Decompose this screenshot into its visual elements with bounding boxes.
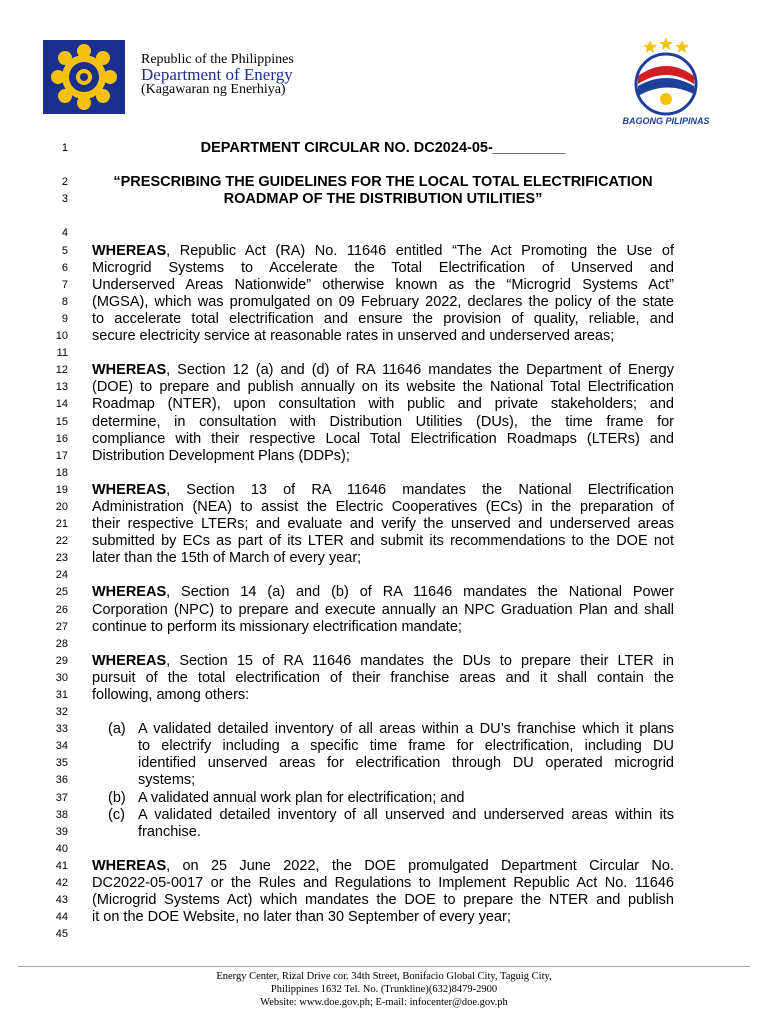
line-row <box>0 584 768 601</box>
paragraph-line: WHEREAS, Section 12 (a) and (d) of RA 11646 mandates the Department of Energy <box>92 362 674 379</box>
line-row <box>0 687 768 704</box>
line-number: 4 <box>61 227 68 240</box>
line-row <box>0 704 768 721</box>
paragraph-line: WHEREAS, Section 13 of RA 11646 mandates the National Electrification <box>92 481 674 498</box>
line-number: 29 <box>55 654 68 667</box>
line-number: 24 <box>55 569 68 582</box>
whereas-label: WHEREAS <box>92 242 167 259</box>
paragraph-line: (DOE) to prepare and publish annually on its website the National Total Electrification <box>92 379 674 396</box>
line-number: 18 <box>55 466 68 479</box>
line-row <box>0 174 768 191</box>
list-label: (b) <box>108 789 126 806</box>
paragraph-line: (Microgrid Systems Act) which mandates the DOE to prepare the NTER and publish <box>92 892 674 909</box>
line-number: 2 <box>61 176 68 189</box>
paragraph-line: continue to perform its missionary electrification mandate; <box>92 618 462 635</box>
line-number: 1 <box>61 142 68 154</box>
line-number: 38 <box>55 808 68 821</box>
line-row <box>0 670 768 687</box>
line-number: 31 <box>55 689 68 701</box>
line-number: 5 <box>61 244 68 257</box>
whereas-label: WHEREAS <box>92 584 167 601</box>
line-number: 45 <box>55 928 68 941</box>
line-number: 34 <box>55 740 68 753</box>
paragraph-line: WHEREAS, Section 14 (a) and (b) of RA 11646 mandates the National Power <box>92 584 674 601</box>
paragraph-line: Administration (NEA) to assist the Electric Cooperatives (ECs) in the preparation of <box>92 498 674 515</box>
list-item-line: franchise. <box>138 823 201 840</box>
line-number: 41 <box>55 859 68 872</box>
paragraph-line: WHEREAS, on 25 June 2022, the DOE promulgated Department Circular No. <box>92 857 674 874</box>
whereas-label: WHEREAS <box>92 652 167 669</box>
circular-number: DEPARTMENT CIRCULAR NO. DC2024-05-_________ <box>200 140 566 156</box>
line-row <box>0 824 768 841</box>
line-row <box>0 533 768 550</box>
line-number: 43 <box>55 894 68 907</box>
line-number: 16 <box>55 432 68 445</box>
paragraph-line: pursuit of the total electrification of their franchise areas and it shall contain the <box>92 669 674 686</box>
line-number: 28 <box>55 637 68 650</box>
list-item-line: systems; <box>138 772 196 789</box>
line-row <box>0 550 768 567</box>
line-number: 13 <box>55 381 68 394</box>
department-name: Department of Energy <box>141 65 293 84</box>
line-row <box>0 277 768 294</box>
line-row <box>0 909 768 926</box>
line-number: 21 <box>55 518 68 531</box>
line-number: 40 <box>55 842 68 855</box>
list-label: (c) <box>108 806 125 823</box>
line-row <box>0 379 768 396</box>
line-row <box>0 396 768 413</box>
paragraph-line: determine, in consultation with Distribution Utilities (DUs), the time frame for <box>92 413 674 430</box>
line-number: 11 <box>56 347 68 360</box>
bagong-pilipinas-logo <box>606 36 726 128</box>
footer-address <box>0 970 768 1009</box>
republic-text: Republic of the Philippines <box>141 52 294 67</box>
line-row <box>0 260 768 277</box>
line-row <box>0 721 768 738</box>
line-number: 35 <box>55 757 68 770</box>
line-row <box>0 619 768 636</box>
paragraph-line: (MGSA), which was promulgated on 09 February 2022, declares the policy of the state <box>92 293 674 310</box>
line-number: 10 <box>55 330 68 343</box>
line-row <box>0 653 768 670</box>
bagong-pilipinas-text: BAGONG PILIPINAS <box>622 116 710 126</box>
line-row <box>0 414 768 431</box>
circular-title: “PRESCRIBING THE GUIDELINES FOR THE LOCAL TOTAL ELECTRIFICATION <box>113 174 653 191</box>
line-row <box>0 636 768 653</box>
paragraph-line: submitted by ECs as part of its LTER and submit its recommendations to the DOE not <box>92 533 674 550</box>
line-number: 33 <box>55 723 68 736</box>
line-row <box>0 328 768 345</box>
agency-name-block <box>141 52 294 97</box>
department-subtitle: (Kagawaran ng Enerhiya) <box>141 82 286 97</box>
paragraph-line: Roadmap (NTER), upon consultation with public and private stakeholders; and <box>92 396 674 413</box>
line-number: 32 <box>55 706 68 719</box>
line-number: 36 <box>55 774 68 787</box>
paragraph-line: WHEREAS, Republic Act (RA) No. 11646 entitled “The Act Promoting the Use of <box>92 242 674 259</box>
line-row <box>0 858 768 875</box>
line-number: 23 <box>55 552 68 565</box>
paragraph-line: DC2022-05-0017 or the Rules and Regulations to Implement Republic Act No. 11646 <box>92 875 674 892</box>
line-number: 37 <box>55 791 68 804</box>
line-number: 15 <box>55 415 68 428</box>
line-row <box>0 772 768 789</box>
letterhead <box>0 0 768 130</box>
paragraph-line: WHEREAS, Section 15 of RA 11646 mandates the DUs to prepare their LTER in <box>92 652 674 669</box>
line-number: 6 <box>61 261 68 274</box>
line-number: 12 <box>55 364 68 377</box>
line-number: 27 <box>55 620 68 633</box>
line-row <box>0 926 768 943</box>
line-number: 30 <box>55 671 68 684</box>
line-number: 9 <box>61 312 68 325</box>
circular-title: ROADMAP OF THE DISTRIBUTION UTILITIES” <box>223 191 543 208</box>
paragraph-line: compliance with their respective Local Total Electrification Roadmaps (LTERs) and <box>92 430 674 447</box>
line-number: 17 <box>55 449 68 462</box>
list-item-line: identified unserved areas for electrification through DU operated microgrid <box>138 755 674 772</box>
line-row <box>0 841 768 858</box>
paragraph-line: later than the 15th of March of every year; <box>92 550 362 567</box>
paragraph-line: Corporation (NPC) to prepare and execute annually an NPC Graduation Plan and shall <box>92 601 674 618</box>
line-row <box>0 602 768 619</box>
line-row <box>0 465 768 482</box>
line-number: 44 <box>55 911 68 924</box>
list-item-line: A validated annual work plan for electrification; and <box>138 789 465 806</box>
line-row <box>0 567 768 584</box>
line-number: 39 <box>55 825 68 838</box>
line-row <box>0 875 768 892</box>
line-row <box>0 790 768 807</box>
line-row <box>0 140 768 157</box>
whereas-label: WHEREAS <box>92 857 167 874</box>
footer-line: Website: www.doe.gov.ph; E-mail: infocenter@doe.gov.ph <box>260 997 508 1008</box>
line-row <box>0 431 768 448</box>
line-number: 25 <box>55 586 68 599</box>
footer-line: Philippines 1632 Tel. No. (Trunkline)(632)8479-2900 <box>270 984 498 995</box>
line-row <box>0 208 768 225</box>
line-row <box>0 225 768 242</box>
list-item-line: A validated detailed inventory of all unserved and underserved areas within its <box>138 806 674 823</box>
list-label: (a) <box>108 721 126 738</box>
line-number: 7 <box>61 278 68 291</box>
paragraph-line: their respective LTERs; and evaluate and verify the unserved and underserved areas <box>92 516 674 533</box>
line-number: 8 <box>61 295 68 308</box>
footer-divider <box>18 966 750 967</box>
line-row <box>0 738 768 755</box>
paragraph-line: following, among others: <box>92 687 250 703</box>
line-number: 42 <box>55 877 68 890</box>
line-number: 26 <box>55 603 68 616</box>
paragraph-line: secure electricity service at reasonable rates in unserved and underserved areas; <box>92 328 615 345</box>
list-item-line: to electrify including a specific time frame for electrification, including DU <box>138 738 674 755</box>
line-row <box>0 191 768 208</box>
line-number: 22 <box>55 535 68 548</box>
whereas-label: WHEREAS <box>92 362 167 379</box>
line-row <box>0 243 768 260</box>
line-row <box>0 807 768 824</box>
line-row <box>0 345 768 362</box>
paragraph-line: Microgrid Systems to Accelerate the Total Electrification of Unserved and <box>92 259 674 276</box>
paragraph-line: it on the DOE Website, no later than 30 September of every year; <box>92 909 511 926</box>
line-number: 3 <box>61 193 68 206</box>
line-row <box>0 294 768 311</box>
line-number: 20 <box>55 500 68 513</box>
line-row <box>0 755 768 772</box>
paragraph-line: to accelerate total electrification and ensure the provision of quality, reliable, and <box>92 310 674 327</box>
list-item-line: A validated detailed inventory of all areas within a DU’s franchise which it plans <box>138 721 674 738</box>
paragraph-line: Underserved Areas Nationwide” otherwise known as the “Microgrid Systems Act” <box>92 276 674 293</box>
footer-line: Energy Center, Rizal Drive cor. 34th Street, Bonifacio Global City, Taguig City, <box>216 971 552 982</box>
line-row <box>0 499 768 516</box>
line-row <box>0 157 768 174</box>
line-row <box>0 311 768 328</box>
paragraph-line: Distribution Development Plans (DDPs); <box>92 447 350 464</box>
line-row <box>0 482 768 499</box>
line-row <box>0 892 768 909</box>
circular-body <box>0 140 768 943</box>
line-number: 14 <box>55 398 68 411</box>
line-row <box>0 516 768 533</box>
whereas-label: WHEREAS <box>92 481 167 498</box>
line-row <box>0 448 768 465</box>
line-row <box>0 362 768 379</box>
line-number: 19 <box>55 483 68 496</box>
doe-seal-icon <box>43 40 125 114</box>
